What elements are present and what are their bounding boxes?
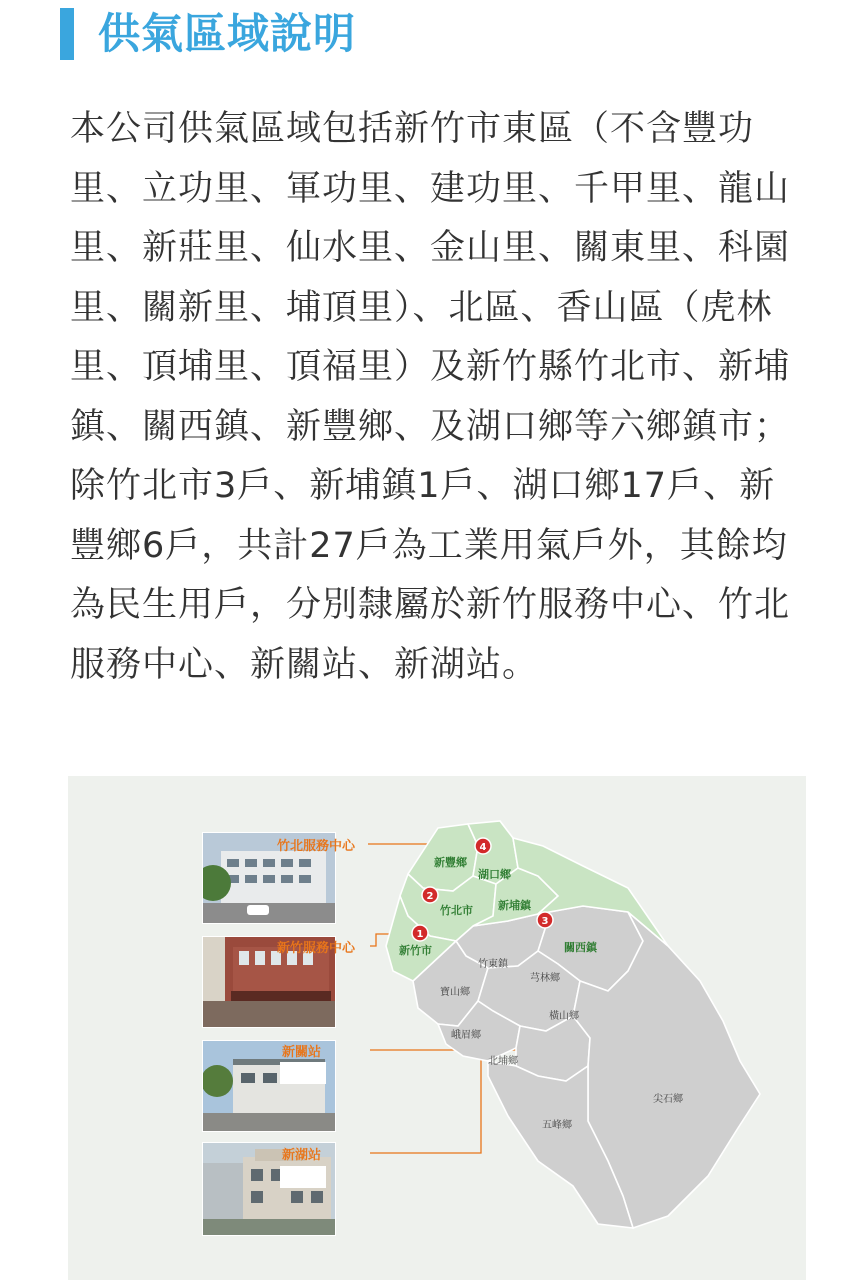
region-label: 峨眉鄉 <box>451 1030 481 1041</box>
zhubei-service-center-label: 竹北服務中心 <box>277 839 356 854</box>
xinhu-station-label: 新湖站 <box>282 1148 322 1163</box>
service-area-description: 本公司供氣區域包括新竹市東區（不含豐功里、立功里、軍功里、建功里、千甲里、龍山里、新莊里、仙水里、金山里、關東里、科園里、關新里、埔頂里）、北區、香山區（虎林里、頂埔里、頂福里）及新竹縣竹北市、新埔鎮、關西鎮、新豐鄉、及湖口鄉等六鄉鎮市；除竹北市3戶、新埔鎮1戶、湖口鄉17戶、新豐鄉6戶，共計27戶為工業用氣戶外，其餘均為民生用戶，分別隸屬於新竹服務中心、竹北服務中心、新關站、新湖站。 <box>70 109 791 685</box>
marker-xinhu-station <box>475 838 491 854</box>
region-label: 寶山鄉 <box>440 987 470 998</box>
marker-number: 3 <box>541 916 549 927</box>
marker-hsinchu-service-center <box>412 925 428 941</box>
marker-zhubei-service-center <box>422 887 438 903</box>
redacted-label-block <box>280 1166 326 1188</box>
redacted-label-block <box>280 1062 326 1084</box>
marker-number: 2 <box>426 891 434 902</box>
region-label: 湖口鄉 <box>478 868 511 881</box>
gray-regions <box>413 906 760 1228</box>
region-label: 竹東鎮 <box>478 959 508 970</box>
region-label: 橫山鄉 <box>549 1011 579 1022</box>
region-label: 新豐鄉 <box>434 856 467 869</box>
title-accent-bar <box>60 8 74 60</box>
marker-xinguan-station <box>537 912 553 928</box>
region-label: 關西鎮 <box>564 941 597 954</box>
service-area-map <box>68 776 806 1280</box>
marker-number: 1 <box>416 929 424 940</box>
xinguan-station-label: 新關站 <box>282 1045 322 1060</box>
region-label: 新埔鎮 <box>498 899 531 912</box>
region-label: 五峰鄉 <box>542 1120 572 1131</box>
hsinchu-service-center-label: 新竹服務中心 <box>277 941 356 956</box>
service-area-map-panel <box>68 776 806 1280</box>
marker-number: 4 <box>479 842 487 853</box>
page-title: 供氣區域說明 <box>98 9 357 58</box>
region-label: 尖石鄉 <box>653 1094 683 1105</box>
region-label: 芎林鄉 <box>530 973 560 984</box>
region-label: 北埔鄉 <box>488 1056 518 1067</box>
region-label: 竹北市 <box>440 904 473 917</box>
region-label: 新竹市 <box>399 944 432 957</box>
